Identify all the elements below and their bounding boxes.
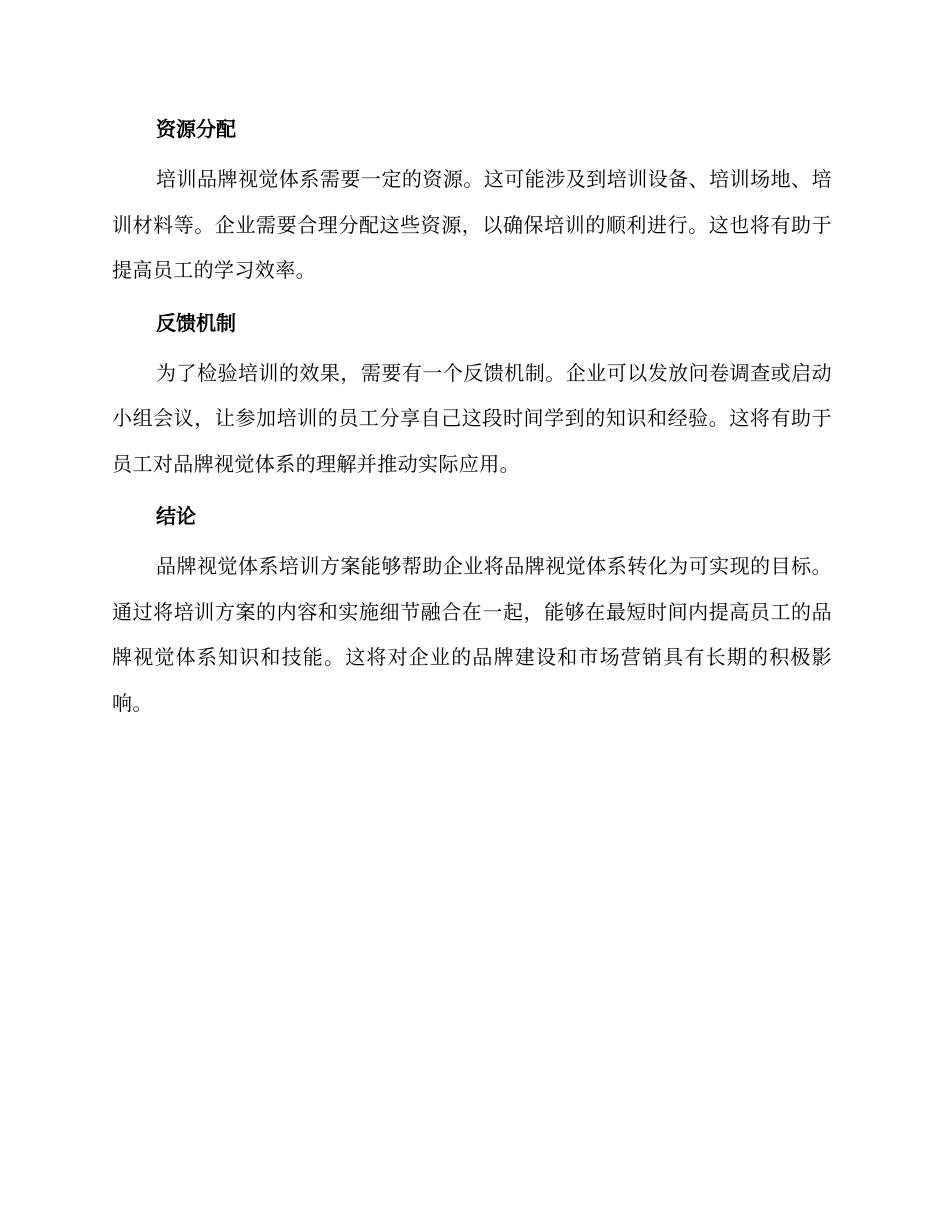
- section-conclusion: [112, 499, 832, 726]
- section-paragraph: 为了检验培训的效果，需要有一个反馈机制。企业可以发放问卷调查或启动小组会议，让参加培训的员工分享自己这段时间学到的知识和经验。这将有助于员工对品牌视觉体系的理解并推动实际应用。: [112, 360, 832, 476]
- section-paragraph: 品牌视觉体系培训方案能够帮助企业将品牌视觉体系转化为可实现的目标。通过将培训方案的内容和实施细节融合在一起，能够在最短时间内提高员工的品牌视觉体系知识和技能。这将对企业的品牌建设和市场营销具有长期的积极影响。: [112, 554, 832, 715]
- section-paragraph: 培训品牌视觉体系需要一定的资源。这可能涉及到培训设备、培训场地、培训材料等。企业需要合理分配这些资源，以确保培训的顺利进行。这也将有助于提高员工的学习效率。: [112, 167, 832, 282]
- section-feedback-mechanism: [112, 306, 832, 488]
- document-body: [112, 112, 832, 738]
- section-resource-allocation: [112, 112, 832, 294]
- section-heading: 结论: [156, 504, 196, 528]
- section-heading: 资源分配: [156, 117, 236, 141]
- section-heading: 反馈机制: [156, 310, 236, 335]
